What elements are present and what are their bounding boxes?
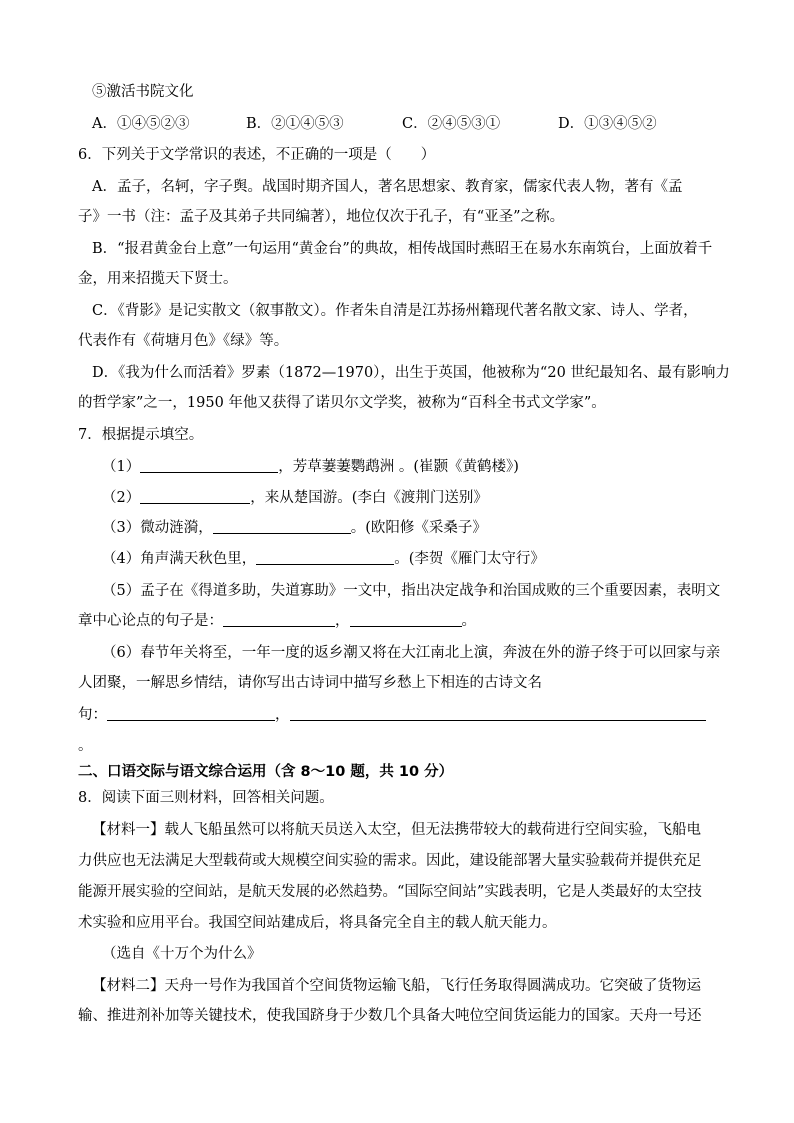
q7-item-4-text-after: 。(李贺《雁门太守行》 (394, 551, 545, 567)
q8-material1-line4: 术实验和应用平台。我国空间站建成后，将具备完全自主的载人航天能力。 (78, 915, 557, 931)
q5-option-c: C．②④⑤③① (402, 116, 501, 132)
q7-item-2 (102, 488, 488, 508)
q7-item-5-separator: ， (335, 613, 350, 629)
q6-option-c-line1: C．《背影》是记实散文（叙事散文）。作者朱自清是江苏扬州籍现代著名散文家、诗人、学者， (92, 303, 698, 319)
q7-item-4 (102, 549, 545, 569)
q7-item-6-line2: 人团聚，一解思乡情结，请你写出古诗词中描写乡愁上下相连的古诗文名 (78, 675, 542, 691)
q7-item-2-number: （2） (102, 490, 141, 506)
q6-option-d-line1: D．《我为什么而活着》罗素（1872—1970），出生于英国，他被称为“20 世纪最知名、最有影响力 (92, 365, 730, 381)
q8-material1-line3: 能源开展实验的空间站，是航天发展的必然趋势。“国际空间站”实践表明，它是人类最好的太空技 (78, 884, 702, 900)
q6-option-c-line2: 代表作有《荷塘月色》《绿》等。 (78, 333, 289, 349)
q7-item-3-text-after: 。(欧阳修《采桑子》 (350, 520, 487, 536)
q5-option-d: D．①③④⑤② (558, 116, 657, 132)
q8-material2-line1: 【材料二】天舟一号作为我国首个空间货物运输飞船，飞行任务取得圆满成功。它突破了货物运 (92, 978, 701, 994)
q8-material2-line2: 输、推进剂补加等关键技术，使我国跻身于少数几个具备大吨位空间货运能力的国家。天舟一号还 (78, 1008, 702, 1024)
q7-item-5-line1: （5）孟子在《得道多助，失道寡助》一文中，指出决定战争和治国成败的三个重要因素，表明文 (102, 583, 721, 599)
q7-stem: 7．根据提示填空。 (78, 427, 204, 443)
q7-item-3-text-before: （3）微动涟漪， (102, 520, 213, 536)
q7-item-5-blank-1[interactable] (223, 612, 335, 627)
q6-option-b-line2: 金，用来招揽天下贤士。 (78, 271, 238, 287)
q5-option-b: B．②①④⑤③ (246, 116, 344, 132)
q7-item-6-line3 (78, 705, 706, 725)
q7-item-6-separator: ， (275, 707, 290, 723)
q7-item-2-blank[interactable] (140, 489, 250, 504)
q7-item-6-blank-1[interactable] (107, 706, 275, 721)
q6-option-a-line1: A．孟子，名轲，字子舆。战国时期齐国人，著名思想家、教育家，儒家代表人物，著有《孟 (92, 179, 683, 195)
q7-item-3-blank[interactable] (213, 519, 351, 534)
q6-option-d-line2: 的哲学家”之一，1950 年他又获得了诺贝尔文学奖，被称为“百科全书式文学家”。 (78, 395, 606, 411)
q7-item-5-line2 (78, 611, 476, 631)
q7-item-6-line1: （6）春节年关将至，一年一度的返乡潮又将在大江南北上演，奔波在外的游子终于可以回家与亲 (102, 645, 721, 661)
q7-item-1-number: （1） (102, 459, 141, 475)
q8-material1-line2: 力供应也无法满足大型载荷或大规模空间实验的需求。因此，建设能部署大量实验载荷并提供充足 (78, 853, 702, 869)
q8-material1-source: （选自《十万个为什么》 (102, 946, 262, 962)
q7-item-1-text: ，芳草萋萋鹦鹉洲 。(崔颢《黄鹤楼》) (278, 459, 519, 475)
q7-item-6-blank-2[interactable] (290, 706, 706, 721)
q7-item-5-blank-2[interactable] (350, 612, 462, 627)
q7-item-4-blank[interactable] (256, 550, 394, 565)
q7-item-5-end: 。 (461, 613, 476, 629)
q7-item-1 (102, 457, 519, 477)
q5-item-5: ⑤激活书院文化 (92, 84, 194, 100)
q7-item-3 (102, 518, 487, 538)
q8-material1-line1: 【材料一】载人飞船虽然可以将航天员送入太空，但无法携带较大的载荷进行空间实验，飞船电 (92, 822, 701, 838)
q7-item-1-blank[interactable] (140, 458, 278, 473)
q6-option-b-line1: B．“报君黄金台上意”一句运用“黄金台”的典故，相传战国时燕昭王在易水东南筑台，上面放着千 (92, 241, 713, 257)
q6-stem: 6．下列关于文学常识的表述，不正确的一项是（ ） (78, 147, 436, 163)
q7-item-5-prompt: 章中心论点的句子是： (78, 613, 223, 629)
q7-item-2-text: ，来从楚国游。(李白《渡荆门送别》 (250, 490, 488, 506)
q7-item-6-prompt: 句： (78, 707, 107, 723)
section-heading: 二、口语交际与语文综合运用（含 8～10 题，共 10 分） (78, 764, 454, 780)
q8-stem: 8．阅读下面三则材料，回答相关问题。 (78, 790, 334, 806)
q5-option-a: A．①④⑤②③ (92, 116, 190, 132)
q7-item-6-end: 。 (78, 738, 93, 754)
q6-option-a-line2: 子》一书（注：孟子及其弟子共同编著），地位仅次于孔子，有“亚圣”之称。 (78, 209, 565, 225)
q7-item-4-text-before: （4）角声满天秋色里， (102, 551, 257, 567)
